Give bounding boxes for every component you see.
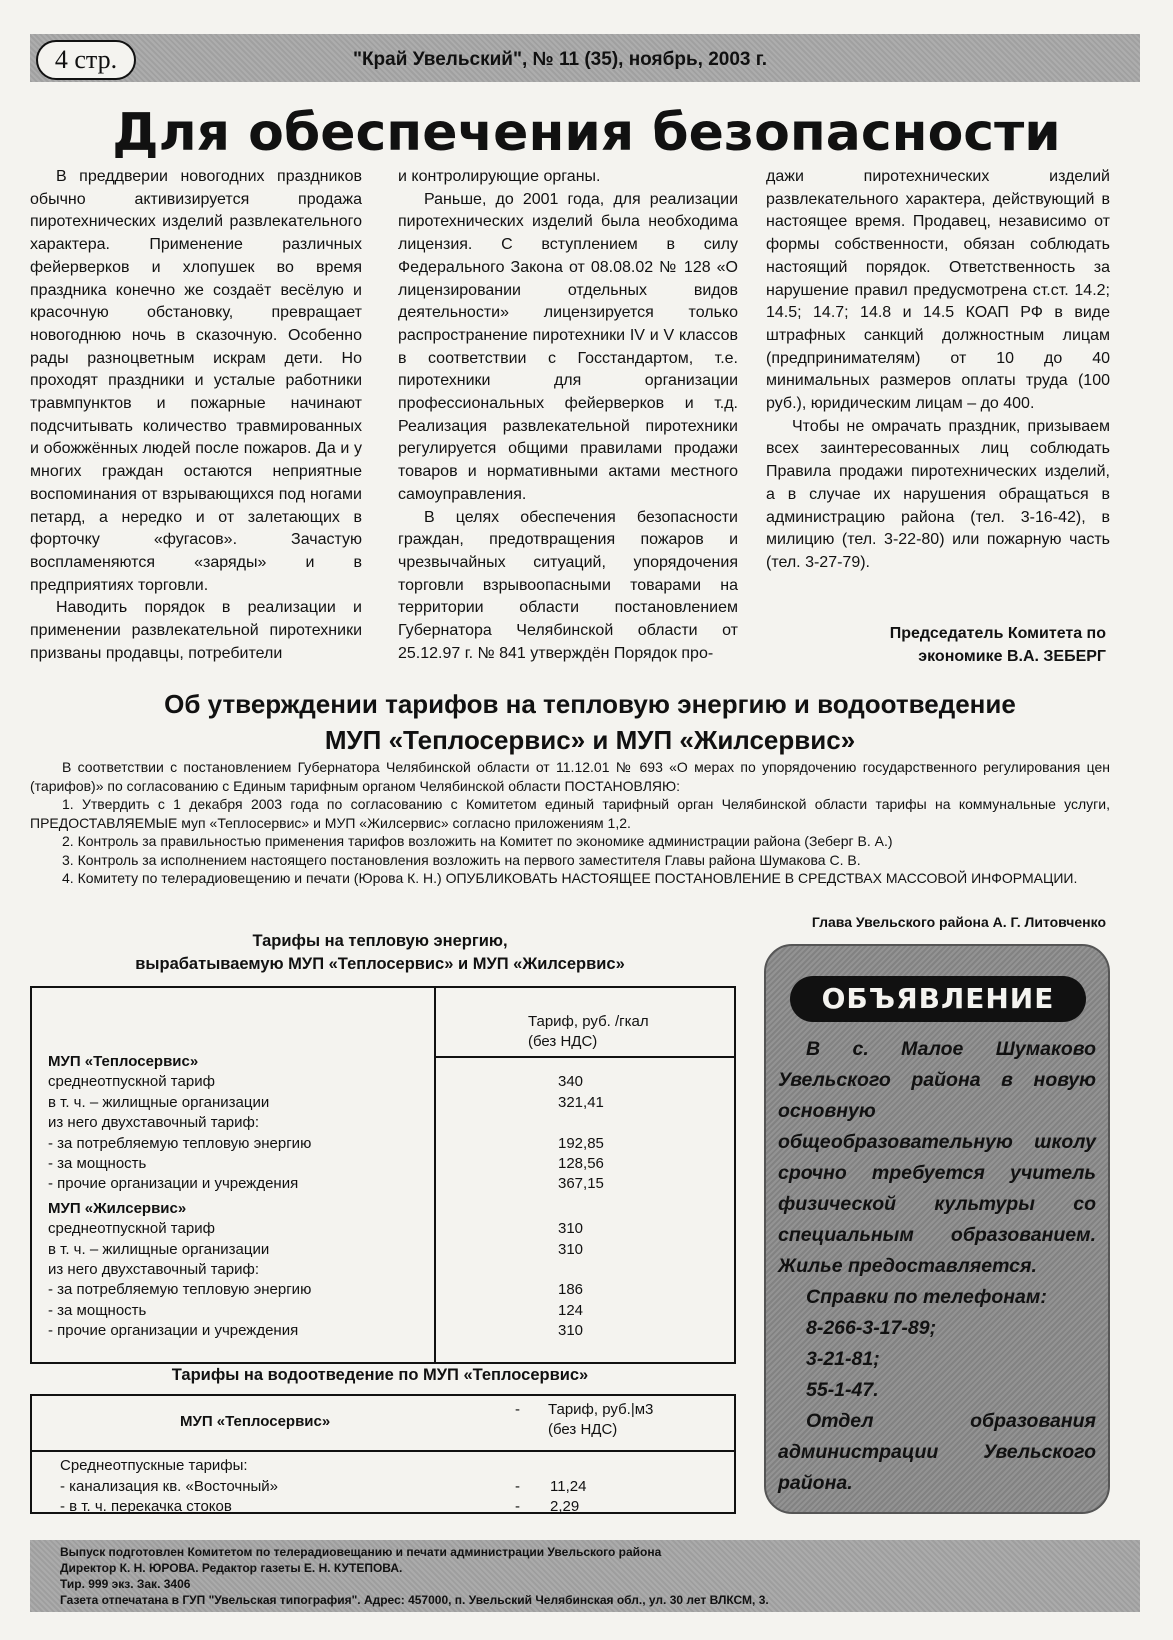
table-divider <box>434 1056 734 1058</box>
column-header-line: Тариф, руб. /гкал <box>528 1013 649 1030</box>
decree-title-line: МУП «Теплосервис» и МУП «Жилсервис» <box>324 725 856 755</box>
paragraph: дажи пиротехнических изделий развлекательного характера, действующий в настоящее время. Продавец, независимо от формы собственности, обязан соблюдать настоящий порядок. Ответственность за нарушение правил предусмотрена ст.ст. 14.2; 14.5; 14.7; 14.8 и 14.5 КОАП РФ в виде штрафных санкций должностным лицам (предпринимателям) от 10 до 40 минимальных размеров оплаты труда (100 руб.), юридическим лицам – до 400. <box>766 168 1110 413</box>
imprint-line: Директор К. Н. ЮРОВА. Редактор газеты Е. Н. КУТЕПОВА. <box>60 1561 403 1575</box>
decree-title-line: Об утверждении тарифов на тепловую энергию и водоотведение <box>164 689 1016 719</box>
table-row-label: из него двухставочный тариф: <box>48 1114 259 1132</box>
imprint-line: Газета отпечатана в ГУП "Увельская типография". Адрес: 457000, п. Увельский Челябинская обл., ул. 30 лет ВЛКСМ, 3. <box>60 1593 769 1607</box>
imprint-text <box>60 1544 1120 1608</box>
table-divider <box>32 1450 734 1452</box>
article-column-3 <box>766 166 1110 575</box>
decree-paragraph: 2. Контроль за правильностью применения тарифов возложить на Комитет по экономике администрации района (Зеберг В. А.) <box>62 833 893 849</box>
decree-paragraph: 3. Контроль за исполнением настоящего постановления возложить на первого заместителя Главы района Шумакова С. В. <box>62 851 861 868</box>
table-row-dash: - <box>515 1498 520 1515</box>
paragraph: Чтобы не омрачать праздник, призываем всех заинтересованных лиц соблюдать Правила продажи пиротехнических изделий, а в случае их нарушения обращаться в администрацию района (тел. 3-16-42), в милицию (тел. 3-22-80) или пожарную часть (тел. 3-27-79). <box>766 417 1110 571</box>
table-row-label: - канализация кв. «Восточный» <box>60 1477 279 1495</box>
table-row-value: 2,29 <box>550 1498 580 1515</box>
column-header-line: Тариф, руб.|м3 <box>548 1401 654 1418</box>
table-row-label: - прочие организации и учреждения <box>48 1322 299 1340</box>
announcement-body <box>778 1034 1096 1499</box>
column-header-line: (без НДС) <box>548 1421 618 1438</box>
table-row-label: в т. ч. – жилищные организации <box>48 1240 270 1258</box>
table-row-value: 367,15 <box>558 1175 604 1193</box>
announcement-title: ОБЪЯВЛЕНИЕ <box>790 976 1086 1022</box>
decree-title <box>40 686 1140 758</box>
sewage-org-label: МУП «Теплосервис» <box>180 1413 331 1430</box>
announcement-footer: Отдел образования администрации Увельского района. <box>778 1410 1096 1494</box>
table-row-label: - за потребляемую тепловую энергию <box>48 1281 312 1299</box>
table-divider <box>434 988 436 1362</box>
table-row-label: Среднеотпускные тарифы: <box>60 1457 248 1474</box>
signature-line: Председатель Комитета по <box>889 625 1106 642</box>
decree-paragraph: В соответствии с постановлением Губернатора Челябинской области от 11.12.01 № 693 «О мерах по упорядочению государственного регулирования цен (тарифов)» по согласованию с Единым тарифным органом Челябинской области ПОСТАНОВЛЯЮ: <box>30 759 1110 794</box>
table-row-value: 124 <box>558 1301 584 1319</box>
imprint-line: Выпуск подготовлен Комитетом по телерадиовещанию и печати администрации Увельского района <box>60 1545 662 1559</box>
table-group-label: МУП «Жилсервис» <box>48 1199 187 1217</box>
announcement-phone: 55-1-47. <box>806 1379 879 1401</box>
column-header-line: (без НДС) <box>528 1033 598 1050</box>
announcement-phone: 3-21-81; <box>806 1348 880 1370</box>
paragraph: Наводить порядок в реализации и применении развлекательной пиротехники призваны продавцы, потребители <box>30 599 362 662</box>
table-group-label: МУП «Теплосервис» <box>48 1053 199 1070</box>
signature-line: экономике В.А. ЗЕБЕРГ <box>918 648 1106 665</box>
table-row-value: 310 <box>558 1220 584 1238</box>
table-row-label: - за мощность <box>48 1155 147 1172</box>
paragraph: Раньше, до 2001 года, для реализации пиротехнических изделий была необходима лицензия. С вступлением в силу Федерального Закона от 08.08.02 № 128 «О лицензировании отдельных видов деятельности» лицензируется только распространение пиротехники IV и V классов в соответствии с Госстандартом, т.е. пиротехники для организации профессиональных фейерверков и т.д. Реализация развлекательной пиротехники регулируется общими правилами продажи товаров и нормативными актами местного самоуправления. <box>398 190 738 503</box>
sewage-header-dash: - <box>515 1401 520 1418</box>
table-row-label: - в т. ч. перекачка стоков <box>60 1498 232 1515</box>
announcement-phone: 8-266-3-17-89; <box>806 1317 937 1339</box>
decree-paragraph: 1. Утвердить с 1 декабря 2003 года по согласованию с Комитетом единый тарифный орган Челябинской области тарифы на коммунальные услуги, ПРЕДОСТАВЛЯЕМЫЕ муп «Теплосервис» и МУП «Жилсервис» согласно приложениям 1,2. <box>30 796 1110 831</box>
table-title-line: вырабатываемую МУП «Теплосервис» и МУП «Жилсервис» <box>135 955 625 973</box>
table-row-value: 310 <box>558 1322 584 1340</box>
tariff-column-header <box>528 1012 728 1052</box>
newspaper-issue: "Край Увельский", № 11 (35), ноябрь, 2003 г. <box>352 49 768 70</box>
article-column-2 <box>398 166 738 665</box>
sewage-table-title: Тарифы на водоотведение по МУП «Теплосервис» <box>171 1366 589 1384</box>
tariff-table-title <box>30 930 730 976</box>
table-row-label: из него двухставочный тариф: <box>48 1261 259 1278</box>
table-row-label: среднеотпускной тариф <box>48 1073 215 1091</box>
table-row-value: 192,85 <box>558 1134 604 1152</box>
announcement-text: В с. Малое Шумаково Увельского района в новую основную общеобразовательную школу срочно требуется учитель физической культуры со специальным образованием. Жилье предоставляется. <box>778 1038 1096 1277</box>
table-row-value: 321,41 <box>558 1093 604 1111</box>
table-row-dash: - <box>515 1477 520 1495</box>
table-row-value: 340 <box>558 1073 584 1091</box>
paragraph: В целях обеспечения безопасности граждан, предотвращения пожаров и чрезвычайных ситуаций, упорядочения торговли взрывоопасными товарами на территории области постановлением Губернатора Челябинской области от 25.12.97 г. № 841 утверждён Порядок про- <box>398 508 738 662</box>
sewage-column-header <box>548 1400 728 1440</box>
decree-signature: Глава Увельского района А. Г. Литовченко <box>811 914 1106 930</box>
page-number: 4 стр. <box>36 40 136 80</box>
table-row-value: 11,24 <box>550 1477 587 1495</box>
table-title-line: Тарифы на тепловую энергию, <box>252 932 508 950</box>
announcement-phones-label: Справки по телефонам: <box>806 1286 1047 1308</box>
table-row-value: 310 <box>558 1240 584 1258</box>
table-row-label: - за мощность <box>48 1301 147 1319</box>
paragraph: В преддверии новогодних праздников обычно активизируется продажа пиротехнических изделий развлекательного характера. Применение различных фейерверков и хлопушек во время праздника конечно же создаёт весёлую и красочную обстановку, превращает новогоднюю ночь в сказочную. Особенно рады разноцветным искрам дети. Но проходят праздники и усталые работники травмпунктов и пожарные начинают подсчитывать количество травмированных и обожжённых людей после пожаров. Да и у многих граждан остаются неприятные воспоминания от взрывающихся под ногами петард, а нередко и от залетающих в форточку «фугасов». Зачастую воспламеняются «заряды» и в предприятиях торговли. <box>30 168 362 594</box>
decree-paragraph: 4. Комитету по телерадиовещению и печати (Юрова К. Н.) ОПУБЛИКОВАТЬ НАСТОЯЩЕЕ ПОСТАНОВЛЕНИЕ В СРЕДСТВАХ МАССОВОЙ ИНФОРМАЦИИ. <box>62 870 1078 886</box>
table-row-label: - за потребляемую тепловую энергию <box>48 1134 312 1152</box>
table-row-value: 128,56 <box>558 1155 604 1172</box>
imprint-line: Тир. 999 экз. Зак. 3406 <box>60 1577 191 1591</box>
paragraph: и контролирующие органы. <box>398 168 601 185</box>
table-row-label: среднеотпускной тариф <box>48 1220 215 1238</box>
article-column-1 <box>30 166 362 665</box>
article-signature <box>760 622 1106 668</box>
table-row-value: 186 <box>558 1281 584 1299</box>
table-row-label: - прочие организации и учреждения <box>48 1175 299 1193</box>
table-row-label: в т. ч. – жилищные организации <box>48 1093 270 1111</box>
decree-text <box>30 758 1110 888</box>
article-title: Для обеспечения безопасности <box>112 103 1061 163</box>
